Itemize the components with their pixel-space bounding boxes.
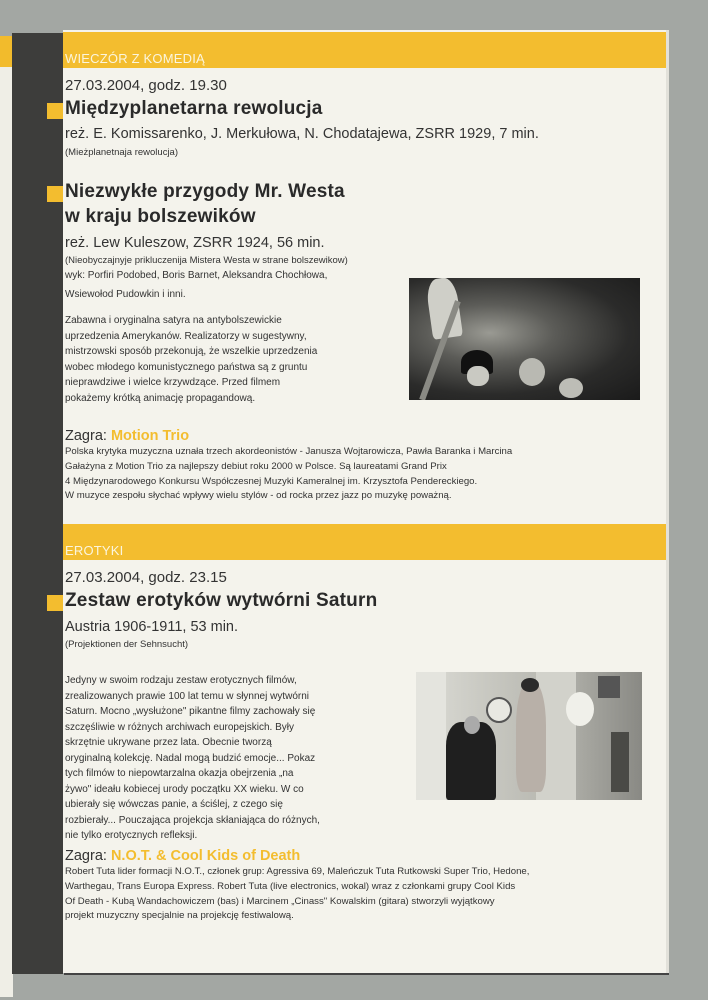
film-still-saturn [416,672,642,800]
screening-date: 27.03.2004, godz. 23.15 [65,569,227,586]
music-line: Robert Tuta lider formacji N.O.T., członek grup: Agressiva 69, Maleńczuk Tuta Rutkowski Super Trio, Hedone, [65,866,530,877]
music-line: W muzyce zespołu słychać wpływy wielu stylów - od rocka przez jazz po muzykę poważną. [65,490,452,502]
original-title: (Projektionen der Sehnsucht) [65,639,189,650]
film-credits: reż. Lew Kuleszow, ZSRR 1924, 56 min. [65,235,325,251]
description-line: pokażemy krótką animację propagandową. [65,392,256,404]
band-name: N.O.T. & Cool Kids of Death [110,848,301,864]
film-credits: reż. E. Komissarenko, J. Merkułowa, N. Chodatajewa, ZSRR 1929, 7 min. [65,126,539,142]
description-line: Zabawna i oryginalna satyra na antybolszewickie [65,315,282,326]
description-line: skrzętnie ukrywane przez lata. Obecnie tworzą [65,737,272,748]
description-line: szczęśliwie w różnych archiwach europejskich. Były [65,721,294,733]
page-right-edge [666,30,669,973]
cast-line: wyk: Porfiri Podobed, Boris Barnet, Aleksandra Chochłowa, [65,270,328,281]
section-label: WIECZÓR Z KOMEDIĄ [65,51,205,66]
spine-bar [12,33,63,974]
screening-date: 27.03.2004, godz. 19.30 [65,77,227,94]
film-credits: Austria 1906-1911, 53 min. [65,619,239,635]
description-line: Saturn. Mocno „wysłużone" pikantne filmy zachowały się [65,706,316,717]
description-line: zrealizowanych prawie 100 lat temu w słynnej wytwórni [65,690,309,702]
music-prefix: Zagra: [65,428,111,444]
description-line: nieprawdziwe i wielce krzywdzące. Przed filmem [65,377,281,388]
film-title: Zestaw erotyków wytwórni Saturn [65,590,378,611]
music-description [65,865,663,924]
film-description [65,673,368,844]
music-prefix: Zagra: [65,848,111,864]
music-performer [65,428,189,444]
band-name: Motion Trio [110,428,190,444]
description-line: oryginalną kolekcję. Nadal mogą budzić emocje... Pokaz [65,752,316,764]
title-marker [47,186,63,202]
title-marker [47,595,63,611]
music-description [65,445,663,504]
music-line: Polska krytyka muzyczna uznała trzech akordeonistów - Janusza Wojtarowicza, Pawła Baranka i Marcina [65,446,513,457]
cast-line: Wsiewołod Pudowkin i inni. [65,289,186,300]
music-line: projekt muzyczny specjalnie na projekcję festiwalową. [65,910,294,922]
description-line: uprzedzenia Amerykanów. Realizatorzy w sugestywny, [65,330,307,342]
music-line: Of Death - Kubą Wandachowiczem (bas) i Marcinem „Cinass" Kowalskim (gitara) stworzyli wyjątkowy [65,895,495,907]
description-line: żywo" ideału kobiecej urody początku XX wieku. W co [65,783,304,795]
film-description [65,313,373,406]
music-line: Gałażyna z Motion Trio za najlepszy debiut roku 2000 w Polsce. Są laureatami Grand Prix [65,460,447,472]
section-label: EROTYKI [65,543,124,558]
music-line: Warthegau, Trans Europa Express. Robert Tuta (live electronics, wokal) wraz z członkami grupy Cool Kids [65,880,516,892]
music-line: 4 Międzynarodowego Konkursu Współczesnej Muzyki Kameralnej im. Krzysztofa Pendereckiego. [65,475,478,487]
description-line: ubierały się wówczas panie, a ściślej, z czego się [65,799,283,810]
brochure-page [63,30,668,973]
description-line: Jedyny w swoim rodzaju zestaw erotycznych filmów, [65,675,297,686]
description-line: rozbierały... Pouczająca projekcja skłaniająca do różnych, [65,814,320,826]
description-line: tych filmów to niepowtarzalna okazja obejrzenia „na [65,768,294,779]
original-title: (Nieobyczajnyje prikluczenija Mistera Westa w strane bolszewikow) [65,255,348,266]
description-line: wobec młodego komunistycznego państwa są z gruntu [65,361,308,373]
description-line: nie tylko erotycznych refleksji. [65,830,198,841]
title-marker [47,103,63,119]
description-line: mistrzowski sposób przekonują, że wszelkie uprzedzenia [65,346,318,357]
section-band-erotica [63,524,666,560]
music-performer [65,848,300,864]
film-title-line1: Niezwykłe przygody Mr. Westa [65,181,345,202]
original-title: (Mieżplanetnaja rewolucja) [65,147,178,158]
film-title: Międzyplanetarna rewolucja [65,98,323,119]
film-still-mr-west [409,278,640,400]
film-title-line2: w kraju bolszewików [65,206,256,227]
section-band-comedy [63,32,666,68]
